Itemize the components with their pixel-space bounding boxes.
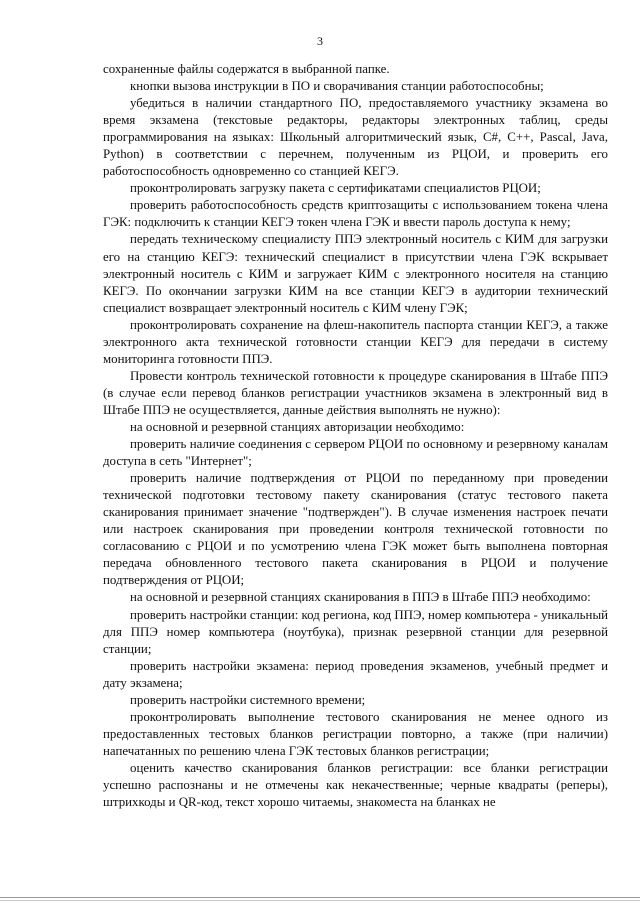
- paragraph: проверить настройки экзамена: период проведения экзаменов, учебный предмет и дату экзамена;: [103, 658, 608, 690]
- paragraph: проверить наличие соединения с сервером РЦОИ по основному и резервному каналам доступа в сеть "Интернет";: [103, 437, 608, 469]
- paragraph: проконтролировать загрузку пакета с сертификатами специалистов РЦОИ;: [130, 181, 541, 196]
- paragraph: проверить наличие подтверждения от РЦОИ по переданному при проведении технической подготовки тестовому пакету сканирования (статус тестового пакета сканирования принимает значение "подтвержден"). В случае изменения настроек печати или настроек сканирования при проведении контроля технической готовности по согласованию с РЦОИ и по усмотрению члена ГЭК может быть выполнена повторная передача обновленного тестового пакета сканирования в РЦОИ и получение подтверждения от РЦОИ;: [103, 471, 608, 588]
- paragraph: проконтролировать сохранение на флеш-накопитель паспорта станции КЕГЭ, а также электронного акта технической готовности станции КЕГЭ для передачи в систему мониторинга готовности ППЭ.: [103, 317, 608, 366]
- paragraph: проконтролировать выполнение тестового сканирования не менее одного из предоставленных тестовых бланков регистрации повторно, а также (при наличии) напечатанных по решению члена ГЭК тестовых бланков регистрации;: [103, 709, 608, 758]
- document-body: [103, 61, 608, 811]
- paragraph: убедиться в наличии стандартного ПО, предоставляемого участнику экзамена во время экзамена (текстовые редакторы, редакторы электронных таблиц, среды программирования на языках: Школьный алгоритмический язык, C#, C++, Pascal, Java, Python) в соответствии с перечнем, полученным из РЦОИ, и проверить его работоспособность одновременно со станцией КЕГЭ.: [103, 96, 608, 179]
- paragraph: на основной и резервной станциях сканирования в ППЭ в Штабе ППЭ необходимо:: [130, 590, 591, 605]
- page-bottom-rule: [0, 897, 640, 898]
- page-bottom-rule-shadow: [0, 900, 640, 901]
- paragraph: на основной и резервной станциях авторизации необходимо:: [130, 419, 465, 434]
- paragraph: сохраненные файлы содержатся в выбранной папке.: [103, 62, 390, 76]
- paragraph: передать техническому специалисту ППЭ электронный носитель с КИМ для загрузки его на станцию КЕГЭ: технический специалист в присутствии члена ГЭК вскрывает электронный носитель с КИМ и загружает КИМ с электронного носителя на станцию КЕГЭ. По окончании загрузки КИМ на все станции КЕГЭ в аудитории технический специалист возвращает электронный носитель с КИМ члену ГЭК;: [103, 232, 608, 315]
- paragraph: проверить настройки системного времени;: [130, 692, 366, 707]
- page-number: 3: [317, 34, 323, 48]
- paragraph: кнопки вызова инструкции в ПО и сворачивания станции работоспособны;: [130, 79, 544, 94]
- paragraph: Провести контроль технической готовности к процедуре сканирования в Штабе ППЭ (в случае если перевод бланков регистрации участников экзамена в электронный вид в Штабе ППЭ не осуществляется, данные действия выполнять не нужно):: [103, 368, 608, 417]
- paragraph: проверить настройки станции: код региона, код ППЭ, номер компьютера - уникальный для ППЭ номер компьютера (ноутбука), признак резервной станции для резервной станции;: [103, 607, 608, 656]
- paragraph: оценить качество сканирования бланков регистрации: все бланки регистрации успешно распознаны и не отмечены как некачественные; черные квадраты (реперы), штрихкоды и QR-код, текст хорошо читаемы, знакоместа на бланках не: [103, 760, 608, 810]
- paragraph: проверить работоспособность средств криптозащиты с использованием токена члена ГЭК: подключить к станции КЕГЭ токен члена ГЭК и ввести пароль доступа к нему;: [103, 198, 608, 230]
